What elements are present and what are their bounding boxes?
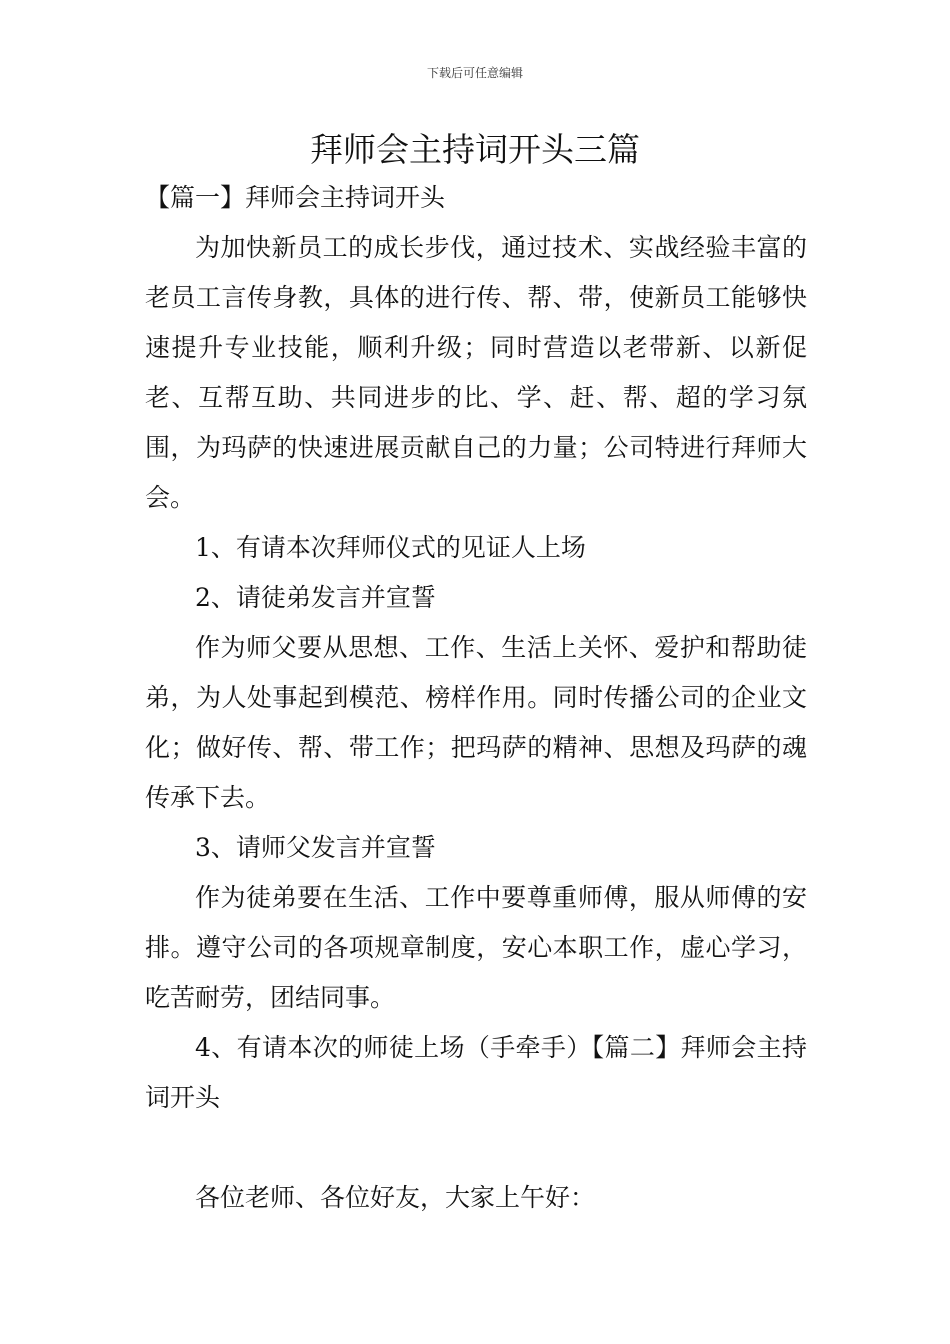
blank-line <box>145 1123 807 1173</box>
header-note: 下载后可任意编辑 <box>426 66 523 80</box>
document-body <box>145 173 807 1223</box>
section-heading: 【篇一】拜师会主持词开头 <box>145 183 446 212</box>
paragraph-master: 作为师父要从思想、工作、生活上关怀、爱护和帮助徒弟，为人处事起到模范、榜样作用。同时传播公司的企业文化；做好传、帮、带工作；把玛萨的精神、思想及玛萨的魂传承下去。 <box>145 633 807 812</box>
paragraph-apprentice: 作为徒弟要在生活、工作中要尊重师傅，服从师傅的安排。遵守公司的各项规章制度，安心本职工作，虚心学习，吃苦耐劳，团结同事。 <box>145 883 807 1012</box>
list-item-2: 2、请徒弟发言并宣誓 <box>195 583 436 612</box>
document-title: 拜师会主持词开头三篇 <box>310 130 640 169</box>
list-item-3: 3、请师父发言并宣誓 <box>195 833 436 862</box>
list-item-1: 1、有请本次拜师仪式的见证人上场 <box>195 533 586 562</box>
list-item-4: 4、有请本次的师徒上场（手牵手）【篇二】拜师会主持词开头 <box>145 1033 807 1112</box>
greeting-line: 各位老师、各位好友，大家上午好： <box>195 1183 596 1212</box>
paragraph-intro: 为加快新员工的成长步伐，通过技术、实战经验丰富的老员工言传身教，具体的进行传、帮、带，使新员工能够快速提升专业技能，顺利升级；同时营造以老带新、以新促老、互帮互助、共同进步的比、学、赶、帮、超的学习氛围，为玛萨的快速进展贡献自己的力量；公司特进行拜师大会。 <box>145 233 807 512</box>
